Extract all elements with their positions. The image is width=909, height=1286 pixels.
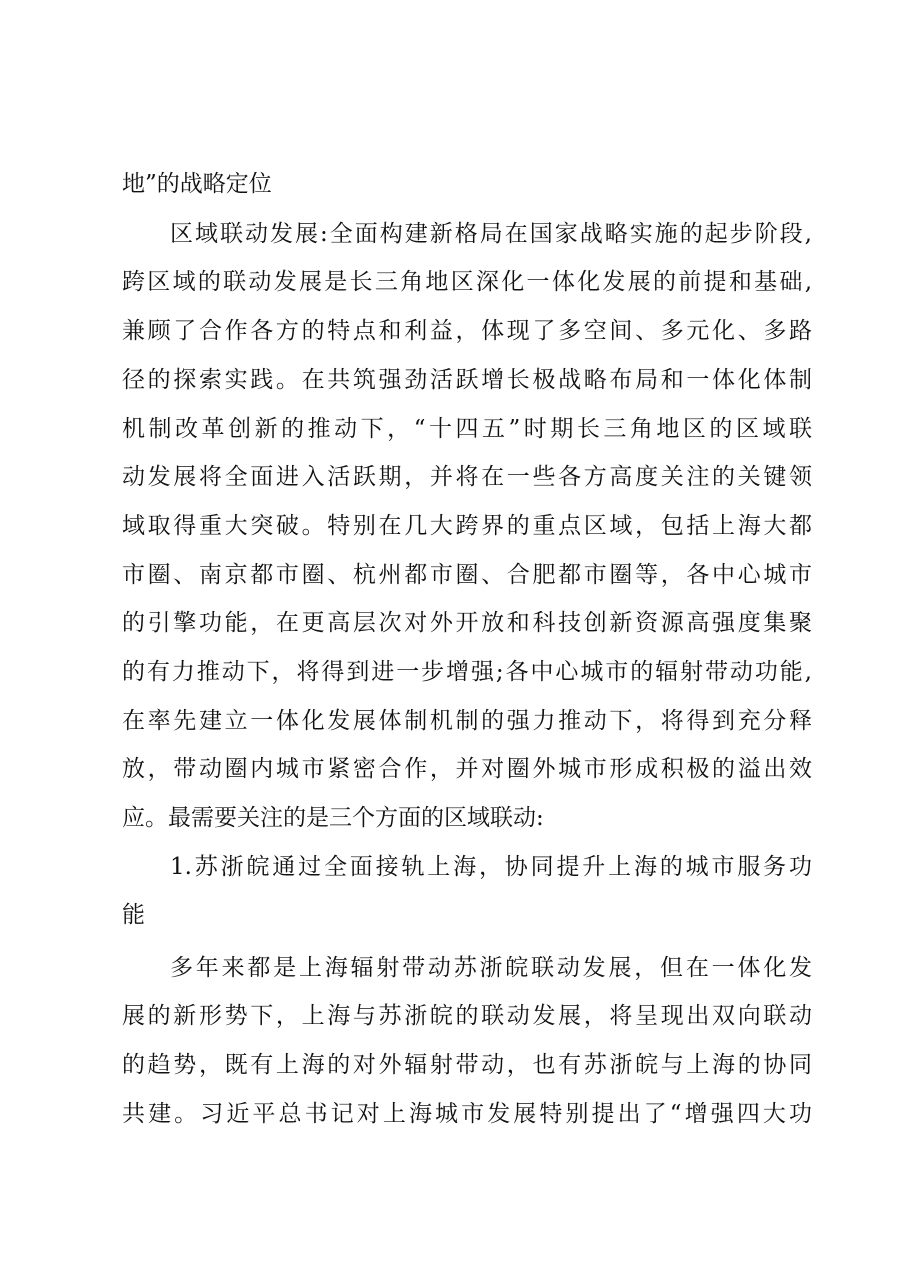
text-line: 的趋势，既有上海的对外辐射带动，也有苏浙皖与上海的协同 [122, 1052, 812, 1078]
numbered-heading-line: 1.苏浙皖通过全面接轨上海，协同提升上海的城市服务功 [170, 854, 812, 880]
text-line-paragraph-start: 多年来都是上海辐射带动苏浙皖联动发展，但在一体化发 [170, 955, 812, 981]
text-line: 的引擎功能，在更高层次对外开放和科技创新资源高强度集聚 [122, 610, 812, 636]
text-line-paragraph-end: 应。最需要关注的是三个方面的区域联动: [122, 805, 544, 831]
text-line: 在率先建立一体化发展体制机制的强力推动下，将得到充分释 [122, 708, 812, 734]
text-line-continuation: 地”的战略定位 [122, 171, 272, 197]
text-line: 共建。习近平总书记对上海城市发展特别提出了“增强四大功 [122, 1101, 812, 1127]
text-line: 展的新形势下，上海与苏浙皖的联动发展，将呈现出双向联动 [122, 1003, 812, 1029]
text-line: 市圈、南京都市圈、杭州都市圈、合肥都市圈等，各中心城市 [122, 562, 812, 588]
text-line: 径的探索实践。在共筑强劲活跃增长极战略布局和一体化体制 [122, 367, 812, 393]
text-line: 机制改革创新的推动下，“十四五”时期长三角地区的区域联 [122, 416, 812, 442]
text-line: 动发展将全面进入活跃期，并将在一些各方高度关注的关键领 [122, 464, 812, 490]
text-line: 域取得重大突破。特别在几大跨界的重点区域，包括上海大都 [122, 513, 812, 539]
text-line-paragraph-start: 区域联动发展:全面构建新格局在国家战略实施的起步阶段, [170, 221, 812, 247]
text-line: 跨区域的联动发展是长三角地区深化一体化发展的前提和基础, [122, 269, 812, 295]
text-line: 兼顾了合作各方的特点和利益，体现了多空间、多元化、多路 [122, 318, 812, 344]
text-line: 的有力推动下，将得到进一步增强;各中心城市的辐射带动功能, [122, 659, 812, 685]
numbered-heading-continuation: 能 [122, 902, 145, 928]
text-line: 放，带动圈内城市紧密合作，并对圈外城市形成积极的溢出效 [122, 756, 812, 782]
